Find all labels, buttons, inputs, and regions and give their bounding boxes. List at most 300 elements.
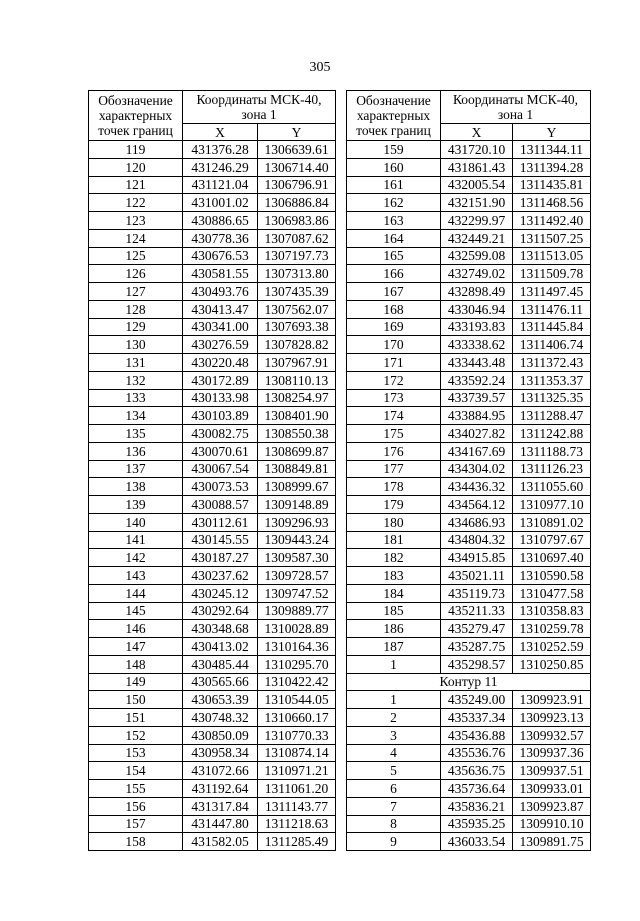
x-value-cell: 430187.27 [183, 549, 258, 567]
y-value-cell: 1310874.14 [258, 744, 336, 762]
designation-header-line: точек границ [356, 123, 431, 138]
point-number-cell: 145 [89, 602, 183, 620]
point-number-cell: 3 [347, 726, 441, 744]
point-number-cell: 180 [347, 513, 441, 531]
x-value-cell: 431447.80 [183, 815, 258, 833]
y-value-cell: 1307562.07 [258, 300, 336, 318]
table-row [347, 354, 591, 372]
y-value-cell: 1311143.77 [258, 797, 336, 815]
y-value-cell: 1309923.13 [513, 709, 591, 727]
y-value-cell: 1311435.81 [513, 176, 591, 194]
x-value-cell: 430073.53 [183, 478, 258, 496]
y-value-cell: 1311242.88 [513, 425, 591, 443]
y-value-cell: 1311353.37 [513, 371, 591, 389]
table-row [89, 265, 336, 283]
y-value-cell: 1310971.21 [258, 762, 336, 780]
x-value-cell: 434564.12 [441, 496, 513, 514]
y-value-cell: 1311344.11 [513, 141, 591, 159]
table-row [347, 194, 591, 212]
point-number-cell: 159 [347, 141, 441, 159]
y-value-cell: 1310891.02 [513, 513, 591, 531]
table-row [347, 513, 591, 531]
table-row [347, 638, 591, 656]
table-row [89, 531, 336, 549]
x-value-cell: 430237.62 [183, 567, 258, 585]
table-row [347, 389, 591, 407]
x-value-cell: 431317.84 [183, 797, 258, 815]
table-row [347, 176, 591, 194]
point-number-cell: 141 [89, 531, 183, 549]
table-row [347, 531, 591, 549]
table-row [89, 158, 336, 176]
y-value-cell: 1306639.61 [258, 141, 336, 159]
point-number-cell: 183 [347, 567, 441, 585]
contour-label: Контур 11 [347, 673, 591, 691]
point-number-cell: 172 [347, 371, 441, 389]
table-row [89, 549, 336, 567]
y-value-cell: 1309443.24 [258, 531, 336, 549]
y-value-cell: 1306983.86 [258, 212, 336, 230]
table-row [347, 762, 591, 780]
table-row [347, 300, 591, 318]
y-value-cell: 1311218.63 [258, 815, 336, 833]
y-value-cell: 1307828.82 [258, 336, 336, 354]
x-value-cell: 430112.61 [183, 513, 258, 531]
point-number-cell: 177 [347, 460, 441, 478]
coordinates-header-line: зона 1 [241, 107, 277, 122]
x-value-cell: 430581.55 [183, 265, 258, 283]
point-number-cell: 182 [347, 549, 441, 567]
y-value-cell: 1307197.73 [258, 247, 336, 265]
table-row [89, 762, 336, 780]
point-number-cell: 119 [89, 141, 183, 159]
x-value-cell: 435249.00 [441, 691, 513, 709]
point-number-cell: 9 [347, 833, 441, 851]
y-value-cell: 1308401.90 [258, 407, 336, 425]
y-value-cell: 1311476.11 [513, 300, 591, 318]
x-value-cell: 430413.47 [183, 300, 258, 318]
y-value-cell: 1306714.40 [258, 158, 336, 176]
table-row [89, 673, 336, 691]
point-number-cell: 6 [347, 780, 441, 798]
point-number-cell: 179 [347, 496, 441, 514]
y-value-cell: 1310252.59 [513, 638, 591, 656]
table-row [89, 300, 336, 318]
point-number-cell: 175 [347, 425, 441, 443]
point-number-cell: 123 [89, 212, 183, 230]
table-row [89, 744, 336, 762]
y-column-header: Y [513, 124, 591, 141]
table-row [347, 425, 591, 443]
point-number-cell: 148 [89, 655, 183, 673]
x-value-cell: 430088.57 [183, 496, 258, 514]
designation-header-line: характерных [98, 108, 173, 123]
y-value-cell: 1310770.33 [258, 726, 336, 744]
y-value-cell: 1310590.58 [513, 567, 591, 585]
table-row [89, 212, 336, 230]
table-row [89, 726, 336, 744]
x-value-cell: 435279.47 [441, 620, 513, 638]
x-value-cell: 434686.93 [441, 513, 513, 531]
point-number-cell: 165 [347, 247, 441, 265]
x-value-cell: 434167.69 [441, 442, 513, 460]
y-value-cell: 1309933.01 [513, 780, 591, 798]
point-number-cell: 146 [89, 620, 183, 638]
x-value-cell: 430220.48 [183, 354, 258, 372]
y-value-cell: 1309891.75 [513, 833, 591, 851]
y-value-cell: 1310164.36 [258, 638, 336, 656]
y-value-cell: 1309587.30 [258, 549, 336, 567]
table-row [347, 602, 591, 620]
x-value-cell: 433046.94 [441, 300, 513, 318]
y-value-cell: 1308999.67 [258, 478, 336, 496]
table-row [347, 247, 591, 265]
point-number-cell: 129 [89, 318, 183, 336]
table-row [89, 194, 336, 212]
point-number-cell: 168 [347, 300, 441, 318]
x-value-cell: 432749.02 [441, 265, 513, 283]
point-number-cell: 128 [89, 300, 183, 318]
table-row [347, 460, 591, 478]
y-value-cell: 1309937.51 [513, 762, 591, 780]
x-value-cell: 433739.57 [441, 389, 513, 407]
y-value-cell: 1310477.58 [513, 584, 591, 602]
x-value-cell: 430413.02 [183, 638, 258, 656]
y-value-cell: 1311285.49 [258, 833, 336, 851]
table-row [89, 478, 336, 496]
table-row [347, 265, 591, 283]
y-value-cell: 1311507.25 [513, 229, 591, 247]
point-number-cell: 158 [89, 833, 183, 851]
x-value-cell: 432151.90 [441, 194, 513, 212]
point-number-cell: 170 [347, 336, 441, 354]
point-number-cell: 149 [89, 673, 183, 691]
table-row [347, 691, 591, 709]
table-row [89, 141, 336, 159]
x-value-cell: 433193.83 [441, 318, 513, 336]
x-value-cell: 431192.64 [183, 780, 258, 798]
y-value-cell: 1310660.17 [258, 709, 336, 727]
point-number-cell: 1 [347, 655, 441, 673]
x-value-cell: 430133.98 [183, 389, 258, 407]
point-number-cell: 163 [347, 212, 441, 230]
table-row [89, 567, 336, 585]
y-value-cell: 1311509.78 [513, 265, 591, 283]
table-row [347, 709, 591, 727]
y-value-cell: 1309937.36 [513, 744, 591, 762]
point-number-cell: 161 [347, 176, 441, 194]
table-row [89, 407, 336, 425]
coordinates-header-line: Координаты МСК-40, [196, 92, 322, 107]
table-body-right [347, 141, 591, 851]
point-number-cell: 184 [347, 584, 441, 602]
point-number-cell: 171 [347, 354, 441, 372]
x-value-cell: 434027.82 [441, 425, 513, 443]
point-number-cell: 167 [347, 283, 441, 301]
y-value-cell: 1311513.05 [513, 247, 591, 265]
table-row [347, 336, 591, 354]
y-value-cell: 1311497.45 [513, 283, 591, 301]
designation-header [89, 91, 183, 141]
y-value-cell: 1311468.56 [513, 194, 591, 212]
x-value-cell: 435935.25 [441, 815, 513, 833]
page-number: 305 [309, 60, 331, 75]
x-value-cell: 434304.02 [441, 460, 513, 478]
y-value-cell: 1307087.62 [258, 229, 336, 247]
table-row [89, 425, 336, 443]
y-value-cell: 1310422.42 [258, 673, 336, 691]
table-row [347, 797, 591, 815]
point-number-cell: 143 [89, 567, 183, 585]
point-number-cell: 127 [89, 283, 183, 301]
point-number-cell: 124 [89, 229, 183, 247]
y-value-cell: 1308254.97 [258, 389, 336, 407]
table-row [89, 815, 336, 833]
point-number-cell: 132 [89, 371, 183, 389]
x-value-cell: 435736.64 [441, 780, 513, 798]
x-value-cell: 430341.00 [183, 318, 258, 336]
point-number-cell: 144 [89, 584, 183, 602]
coordinates-table-left [88, 90, 336, 851]
table-row [347, 744, 591, 762]
x-value-cell: 435298.57 [441, 655, 513, 673]
coordinates-header [441, 91, 591, 124]
coordinates-header-line: зона 1 [497, 107, 534, 122]
point-number-cell: 140 [89, 513, 183, 531]
table-row [347, 620, 591, 638]
table-row [347, 318, 591, 336]
x-value-cell: 430653.39 [183, 691, 258, 709]
point-number-cell: 139 [89, 496, 183, 514]
x-value-cell: 435636.75 [441, 762, 513, 780]
x-value-cell: 430748.32 [183, 709, 258, 727]
point-number-cell: 152 [89, 726, 183, 744]
table-row [347, 833, 591, 851]
y-value-cell: 1306796.91 [258, 176, 336, 194]
table-row [347, 212, 591, 230]
x-value-cell: 432599.08 [441, 247, 513, 265]
y-value-cell: 1307693.38 [258, 318, 336, 336]
x-value-cell: 430348.68 [183, 620, 258, 638]
x-value-cell: 435287.75 [441, 638, 513, 656]
table-row [347, 407, 591, 425]
point-number-cell: 135 [89, 425, 183, 443]
x-value-cell: 432449.21 [441, 229, 513, 247]
x-value-cell: 430082.75 [183, 425, 258, 443]
y-value-cell: 1310697.40 [513, 549, 591, 567]
y-value-cell: 1309910.10 [513, 815, 591, 833]
table-row [89, 638, 336, 656]
y-value-cell: 1311372.43 [513, 354, 591, 372]
y-value-cell: 1307313.80 [258, 265, 336, 283]
x-value-cell: 430493.76 [183, 283, 258, 301]
table-row [89, 797, 336, 815]
point-number-cell: 155 [89, 780, 183, 798]
y-value-cell: 1310797.67 [513, 531, 591, 549]
x-value-cell: 431720.10 [441, 141, 513, 159]
coordinates-header-line: Координаты МСК-40, [452, 92, 579, 107]
table-row [347, 283, 591, 301]
point-number-cell: 150 [89, 691, 183, 709]
point-number-cell: 122 [89, 194, 183, 212]
designation-header [347, 91, 441, 141]
point-number-cell: 156 [89, 797, 183, 815]
point-number-cell: 120 [89, 158, 183, 176]
x-value-cell: 430172.89 [183, 371, 258, 389]
point-number-cell: 154 [89, 762, 183, 780]
y-value-cell: 1310358.83 [513, 602, 591, 620]
x-value-cell: 432898.49 [441, 283, 513, 301]
x-value-cell: 435536.76 [441, 744, 513, 762]
y-value-cell: 1311492.40 [513, 212, 591, 230]
designation-header-line: точек границ [98, 123, 173, 138]
point-number-cell: 2 [347, 709, 441, 727]
designation-header-line: характерных [356, 108, 431, 123]
point-number-cell: 7 [347, 797, 441, 815]
table-row [89, 496, 336, 514]
y-value-cell: 1309148.89 [258, 496, 336, 514]
x-column-header: X [183, 124, 258, 141]
y-value-cell: 1310259.78 [513, 620, 591, 638]
y-value-cell: 1309747.52 [258, 584, 336, 602]
point-number-cell: 185 [347, 602, 441, 620]
x-value-cell: 433884.95 [441, 407, 513, 425]
table-row [347, 442, 591, 460]
point-number-cell: 5 [347, 762, 441, 780]
x-value-cell: 432005.54 [441, 176, 513, 194]
y-value-cell: 1311061.20 [258, 780, 336, 798]
y-value-cell: 1310544.05 [258, 691, 336, 709]
table-row [347, 584, 591, 602]
x-value-cell: 430778.36 [183, 229, 258, 247]
x-value-cell: 431376.28 [183, 141, 258, 159]
x-value-cell: 435211.33 [441, 602, 513, 620]
table-row [347, 549, 591, 567]
coordinates-table-right [346, 90, 591, 851]
x-value-cell: 434915.85 [441, 549, 513, 567]
y-value-cell: 1311394.28 [513, 158, 591, 176]
point-number-cell: 134 [89, 407, 183, 425]
table-row [89, 283, 336, 301]
table-row [89, 513, 336, 531]
y-value-cell: 1311126.23 [513, 460, 591, 478]
y-value-cell: 1310295.70 [258, 655, 336, 673]
x-value-cell: 432299.97 [441, 212, 513, 230]
x-value-cell: 430485.44 [183, 655, 258, 673]
y-value-cell: 1308550.38 [258, 425, 336, 443]
x-value-cell: 434436.32 [441, 478, 513, 496]
x-value-cell: 430245.12 [183, 584, 258, 602]
point-number-cell: 8 [347, 815, 441, 833]
y-value-cell: 1309889.77 [258, 602, 336, 620]
point-number-cell: 162 [347, 194, 441, 212]
x-value-cell: 430850.09 [183, 726, 258, 744]
point-number-cell: 160 [347, 158, 441, 176]
table-row [347, 496, 591, 514]
table-row [89, 833, 336, 851]
x-value-cell: 430565.66 [183, 673, 258, 691]
x-value-cell: 433592.24 [441, 371, 513, 389]
table-row [89, 247, 336, 265]
y-value-cell: 1310028.89 [258, 620, 336, 638]
y-value-cell: 1310250.85 [513, 655, 591, 673]
point-number-cell: 142 [89, 549, 183, 567]
point-number-cell: 130 [89, 336, 183, 354]
coordinates-header [183, 91, 336, 124]
table-row [89, 780, 336, 798]
x-value-cell: 435119.73 [441, 584, 513, 602]
x-value-cell: 430145.55 [183, 531, 258, 549]
x-value-cell: 435021.11 [441, 567, 513, 585]
x-value-cell: 434804.32 [441, 531, 513, 549]
y-value-cell: 1311288.47 [513, 407, 591, 425]
y-value-cell: 1308110.13 [258, 371, 336, 389]
y-value-cell: 1310977.10 [513, 496, 591, 514]
point-number-cell: 126 [89, 265, 183, 283]
table-row [89, 442, 336, 460]
x-value-cell: 430676.53 [183, 247, 258, 265]
designation-header-line: Обозначение [98, 93, 173, 108]
x-value-cell: 430067.54 [183, 460, 258, 478]
point-number-cell: 178 [347, 478, 441, 496]
point-number-cell: 169 [347, 318, 441, 336]
table-row [89, 602, 336, 620]
x-value-cell: 430276.59 [183, 336, 258, 354]
table-row [89, 318, 336, 336]
y-value-cell: 1307967.91 [258, 354, 336, 372]
point-number-cell: 174 [347, 407, 441, 425]
x-value-cell: 431582.05 [183, 833, 258, 851]
x-value-cell: 430292.64 [183, 602, 258, 620]
point-number-cell: 125 [89, 247, 183, 265]
contour-row [347, 673, 591, 691]
x-value-cell: 431246.29 [183, 158, 258, 176]
x-value-cell: 435836.21 [441, 797, 513, 815]
y-value-cell: 1311188.73 [513, 442, 591, 460]
x-value-cell: 430886.65 [183, 212, 258, 230]
point-number-cell: 133 [89, 389, 183, 407]
table-row [347, 815, 591, 833]
y-value-cell: 1308849.81 [258, 460, 336, 478]
table-row [347, 229, 591, 247]
x-column-header: X [441, 124, 513, 141]
x-value-cell: 431072.66 [183, 762, 258, 780]
point-number-cell: 138 [89, 478, 183, 496]
point-number-cell: 173 [347, 389, 441, 407]
point-number-cell: 186 [347, 620, 441, 638]
table-row [89, 354, 336, 372]
table-row [347, 780, 591, 798]
x-value-cell: 430103.89 [183, 407, 258, 425]
x-value-cell: 433443.48 [441, 354, 513, 372]
y-value-cell: 1309923.91 [513, 691, 591, 709]
y-value-cell: 1311055.60 [513, 478, 591, 496]
table-row [89, 584, 336, 602]
point-number-cell: 157 [89, 815, 183, 833]
point-number-cell: 176 [347, 442, 441, 460]
table-row [347, 726, 591, 744]
table-row [89, 389, 336, 407]
point-number-cell: 153 [89, 744, 183, 762]
x-value-cell: 435436.88 [441, 726, 513, 744]
x-value-cell: 433338.62 [441, 336, 513, 354]
y-column-header: Y [258, 124, 336, 141]
table-row [89, 655, 336, 673]
y-value-cell: 1311325.35 [513, 389, 591, 407]
point-number-cell: 147 [89, 638, 183, 656]
point-number-cell: 4 [347, 744, 441, 762]
point-number-cell: 166 [347, 265, 441, 283]
